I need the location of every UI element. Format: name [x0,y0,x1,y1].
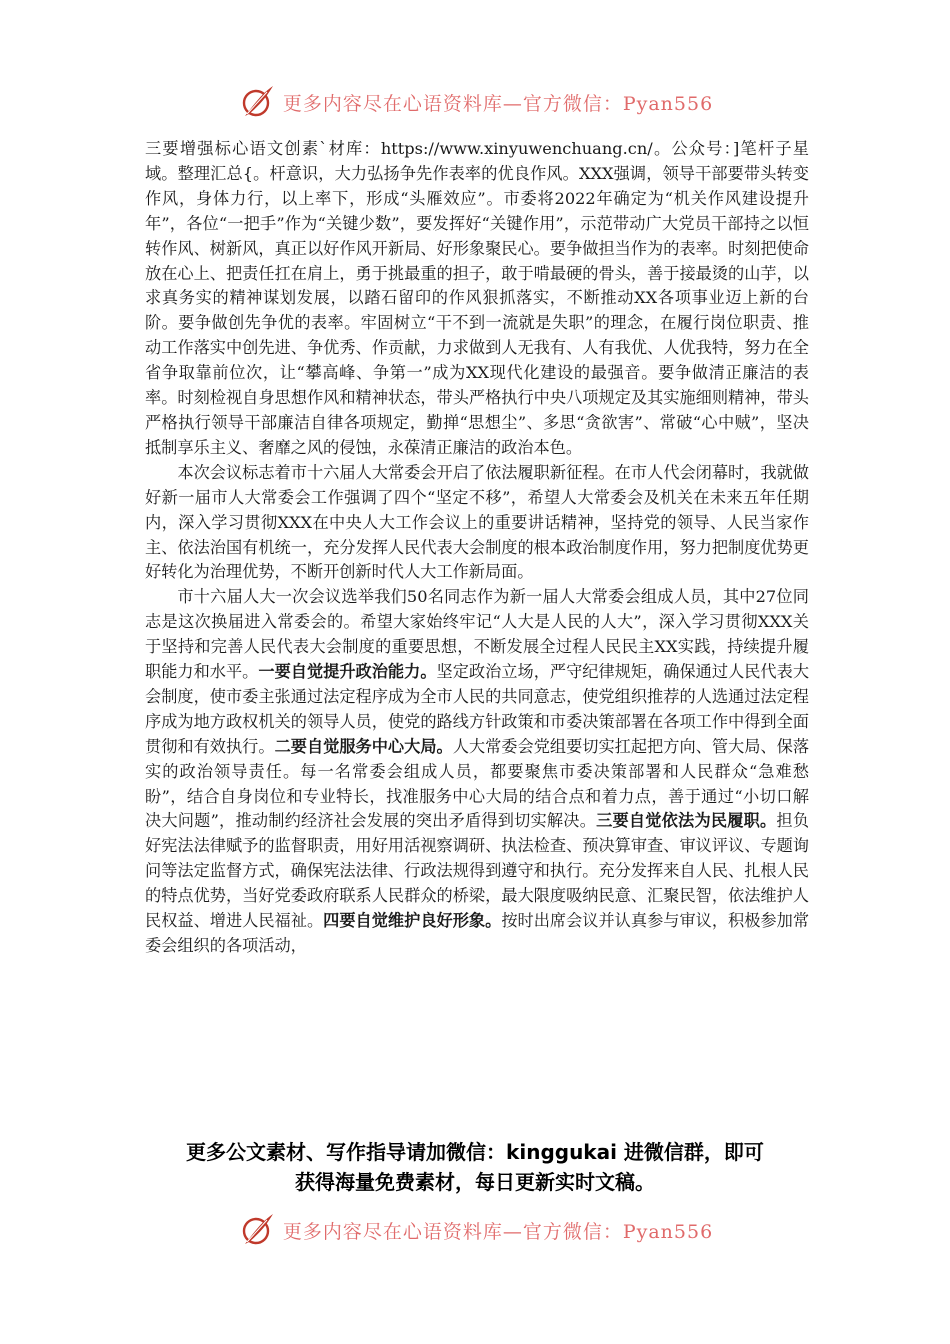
paragraph-3-text-2: 坚定政治立场，严守纪律规矩，确保通过人民代表大会制度，使市委主张通过法定程序成为全市人民的共同意志，使党组织推荐的人选通过法定程序成为地方政权机关的领导人员，使党的路线方针政策和市委决策部署在各项工作中得到全面贯彻和有效执行。 [145,662,810,756]
footer-banner [0,1208,950,1252]
promo-notice [130,1137,820,1197]
footer-banner-text: 更多内容尽在心语资料库—官方微信：Pyan556 [282,1220,714,1243]
promo-line-2: 获得海量免费素材，每日更新实时文稿。 [295,1170,655,1194]
article-body [145,137,809,959]
paragraph-3-text-5: 按时出席会议并认真参与审议，积极参加常委会组织的各项活动， [145,911,810,955]
paragraph-3-text-4: 担负好宪法法律赋予的监督职责，用好用活视察调研、执法检查、预决算审查、审议评议、专题询问等法定监督方式，确保宪法法律、行政法规得到遵守和执行。充分发挥来自人民、扎根人民的特点优势，当好党委政府联系人民群众的桥梁，最大限度吸纳民意、汇聚民智，依法维护人民权益、增进人民福祉。 [145,811,810,931]
paragraph-2: 本次会议标志着市十六届人大常委会开启了依法履职新征程。在市人代会闭幕时，我就做好新一届市人大常委会工作强调了四个“坚定不移”，希望人大常委会及机关在未来五年任期内，深入学习贯彻XXX在中央人大工作会议上的重要讲话精神，坚持党的领导、人民当家作主、依法治国有机统一，充分发挥人民代表大会制度的根本政治制度作用，努力把制度优势更好转化为治理优势，不断开创新时代人大工作新局面。 [145,462,809,582]
quill-logo-icon [237,1210,277,1250]
quill-logo-icon [237,82,277,122]
header-banner-text: 更多内容尽在心语资料库—官方微信：Pyan556 [282,92,714,115]
point-3-heading: 三要自觉依法为民履职。 [596,811,777,831]
promo-line-1: 更多公文素材、写作指导请加微信：kinggukai 进微信群，即可 [186,1140,764,1164]
paragraph-3-text-1: 市十六届人大一次会议选举我们50名同志作为新一届人大常委会组成人员，其中27位同志是这次换届进入常委会的。希望大家始终牢记“人大是人民的人大”，深入学习贯彻XXX关于坚持和完善人民代表大会制度的重要思想，不断发展全过程人民民主XX实践，持续提升履职能力和水平。 [145,587,809,682]
point-4-heading: 四要自觉维护良好形象。 [323,911,502,931]
paragraph-3-text-3: 人大常委会党组要切实扛起把方向、管大局、保落实的政治领导责任。每一名常委会组成人员，都要聚焦市委决策部署和人民群众“急难愁盼”，结合自身岗位和专业特长，找准服务中心大局的结合点和着力点，善于通过“小切口解决大问题”，推动制约经济社会发展的突出矛盾得到切实解决。 [145,736,810,831]
point-1-heading: 一要自觉提升政治能力。 [258,662,437,682]
header-banner [0,80,950,124]
paragraph-1: 三要增强标心语文创素`材库：https://www.xinyuwenchuang.cn/。公众号：]笔杆子星域。整理汇总{。杆意识，大力弘扬争先作表率的优良作风。XXX强调，领导干部要带头转变作风，身体力行，以上率下，形成“头雁效应”。市委将2022年确定为“机关作风建设提升年”，各位“一把手”作为“关键少数”，要发挥好“关键作用”，示范带动广大党员干部持之以恒转作风、树新风，真正以好作风开新局、好形象聚民心。要争做担当作为的表率。时刻把使命放在心上、把责任扛在肩上，勇于挑最重的担子，敢于啃最硬的骨头，善于接最烫的山芋，以求真务实的精神谋划发展，以踏石留印的作风狠抓落实，不断推动XX各项事业迈上新的台阶。要争做创先争优的表率。牢固树立“干不到一流就是失职”的理念，在履行岗位职责、推动工作落实中创先进、争优秀、作贡献，力求做到人无我有、人有我优、人优我特，努力在全省争取靠前位次，让“攀高峰、争第一”成为XX现代化建设的最强音。要争做清正廉洁的表率。时刻检视自身思想作风和精神状态，带头严格执行中央八项规定及其实施细则精神，带头严格执行领导干部廉洁自律各项规定，勤掸“思想尘”、多思“贪欲害”、常破“心中贼”，坚决抵制享乐主义、奢靡之风的侵蚀，永葆清正廉洁的政治本色。 [145,139,809,457]
point-2-heading: 二要自觉服务中心大局。 [274,736,453,756]
paragraph-3 [145,585,809,959]
